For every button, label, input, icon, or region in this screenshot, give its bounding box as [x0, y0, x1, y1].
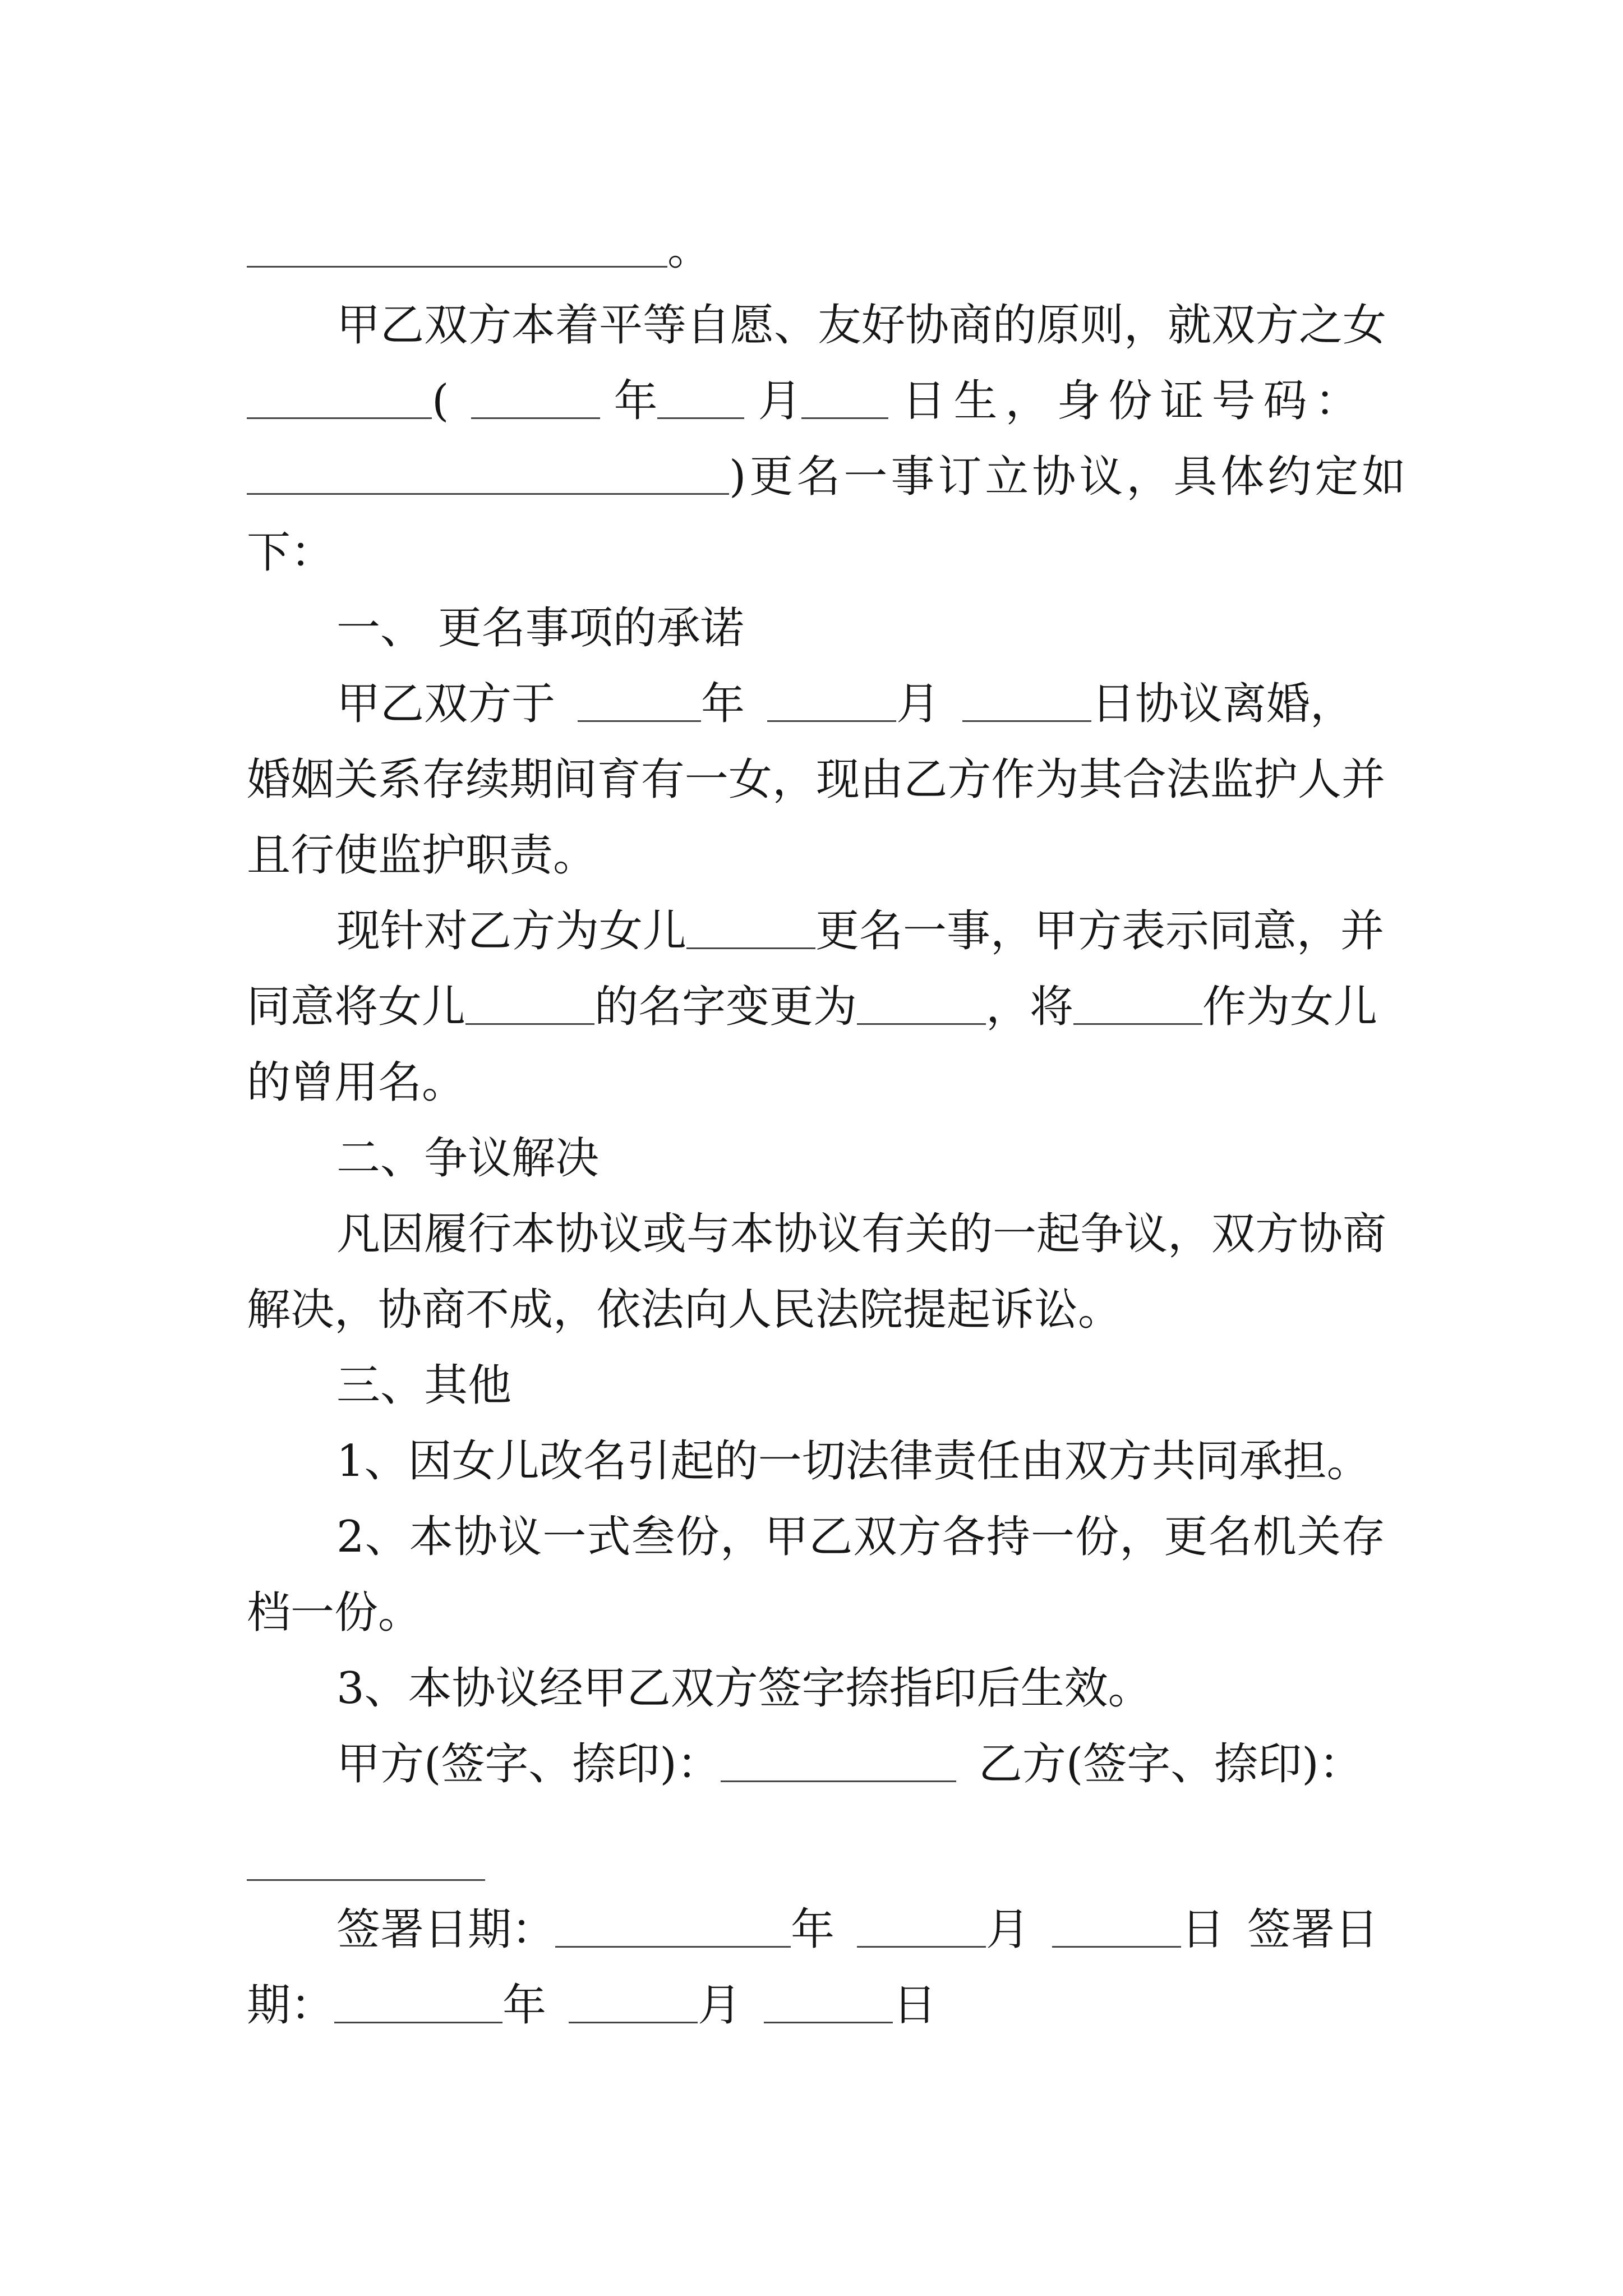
day-label: 日: [1181, 1904, 1225, 1955]
month-label: 月: [758, 376, 802, 426]
signing-date-label: 签署日期：: [336, 1904, 556, 1955]
party-a-signature-blank[interactable]: [721, 1741, 956, 1782]
id-number-blank[interactable]: [247, 454, 729, 495]
signature-line: [336, 1736, 1385, 1792]
rename-agreement-text: )更名一事订立协议，具体约定如: [729, 452, 1409, 502]
signing-date-label-b-cont: 期：: [247, 1980, 335, 2031]
birth-year-blank[interactable]: [471, 378, 600, 419]
birth-id-label: 日生，身份证号码：: [902, 376, 1367, 426]
divorce-date-label: 甲乙双方于: [336, 679, 556, 729]
party-a-signature-label: 甲方(签字、捺印)：: [336, 1739, 721, 1789]
sign-year-blank-a[interactable]: [555, 1907, 791, 1948]
sign-month-blank-a[interactable]: [857, 1907, 986, 1948]
old-name-blank[interactable]: [465, 984, 594, 1025]
name-change-line: [247, 979, 1385, 1035]
birth-month-blank[interactable]: [657, 378, 744, 419]
divorce-text: 日协议离婚，: [1091, 679, 1354, 729]
guardian-duty-line: 且行使监护职责。: [247, 830, 597, 881]
section-3-heading: 三、其他: [336, 1360, 512, 1411]
dispute-paragraph-line: 凡因履行本协议或与本协议有关的一起争议，双方协商: [336, 1209, 1387, 1259]
sign-day-blank-b[interactable]: [764, 1982, 893, 2023]
paragraph-end-line: 下：: [247, 527, 335, 578]
divorce-year-blank[interactable]: [578, 681, 701, 722]
sign-month-blank-b[interactable]: [569, 1982, 698, 2023]
rename-consent-line: [336, 903, 1385, 959]
current-name-blank[interactable]: [686, 908, 815, 949]
year-label: 年: [791, 1904, 835, 1955]
as-daughter-label: 作为女儿: [1202, 982, 1378, 1032]
former-name-blank[interactable]: [1073, 984, 1202, 1025]
divorce-date-line: [336, 676, 1385, 732]
year-label: 年: [502, 1980, 547, 2031]
signing-date-line-1: [336, 1902, 1385, 1958]
clause-2: 2、本协议一式叁份，甲乙双方各持一份，更名机关存: [336, 1512, 1385, 1562]
daughter-info-line: [247, 373, 1385, 429]
signing-date-line-2: [247, 1977, 1385, 2033]
month-label: 月: [986, 1904, 1030, 1955]
divorce-month-blank[interactable]: [767, 681, 896, 722]
party-b-signature-blank[interactable]: [247, 1879, 485, 1881]
rename-consent-label: 现针对乙方为女儿: [336, 906, 687, 956]
month-label: 月: [698, 1980, 742, 2031]
clause-2-continued: 档一份。: [247, 1588, 422, 1638]
section-1-heading: 一、 更名事项的承诺: [336, 603, 744, 654]
month-label: 月: [896, 679, 940, 729]
new-name-blank[interactable]: [857, 984, 986, 1025]
comma-jiang-label: ，将: [986, 982, 1074, 1032]
consent-text: 更名一事，甲方表示同意，并: [815, 906, 1385, 956]
year-label: 年: [614, 376, 658, 426]
period-text: 。: [667, 224, 712, 275]
daughter-name-blank[interactable]: [247, 378, 432, 419]
sign-year-blank-b[interactable]: [334, 1982, 502, 2023]
opening-blank-line: [247, 222, 1385, 278]
day-label: 日: [893, 1980, 937, 2031]
signing-date-label-b: 签署日: [1247, 1904, 1379, 1955]
birth-day-blank[interactable]: [801, 378, 888, 419]
clause-3: 3、本协议经甲乙双方签字捺指印后生效。: [336, 1663, 1152, 1714]
marriage-paragraph-line: 婚姻关系存续期间育有一女，现由乙方作为其合法监护人并: [247, 754, 1385, 805]
sign-day-blank-a[interactable]: [1052, 1907, 1181, 1948]
clause-1: 1、因女儿改名引起的一切法律责任由双方共同承担。: [336, 1436, 1371, 1487]
open-paren: (: [432, 376, 449, 426]
former-name-line: 的曾用名。: [247, 1057, 466, 1108]
year-label: 年: [701, 679, 745, 729]
section-2-heading: 二、争议解决: [336, 1133, 600, 1184]
party-b-signature-label: 乙方(签字、捺印)：: [978, 1739, 1363, 1789]
name-change-label: 同意将女儿: [247, 982, 466, 1032]
change-to-label: 的名字变更为: [594, 982, 857, 1032]
divorce-day-blank[interactable]: [962, 681, 1091, 722]
id-number-line: [247, 449, 1409, 505]
blank-field[interactable]: [247, 227, 667, 268]
intro-paragraph-line: 甲乙双方本着平等自愿、友好协商的原则，就双方之女: [336, 300, 1387, 351]
dispute-resolution-line: 解决，协商不成，依法向人民法院提起诉讼。: [247, 1285, 1122, 1335]
